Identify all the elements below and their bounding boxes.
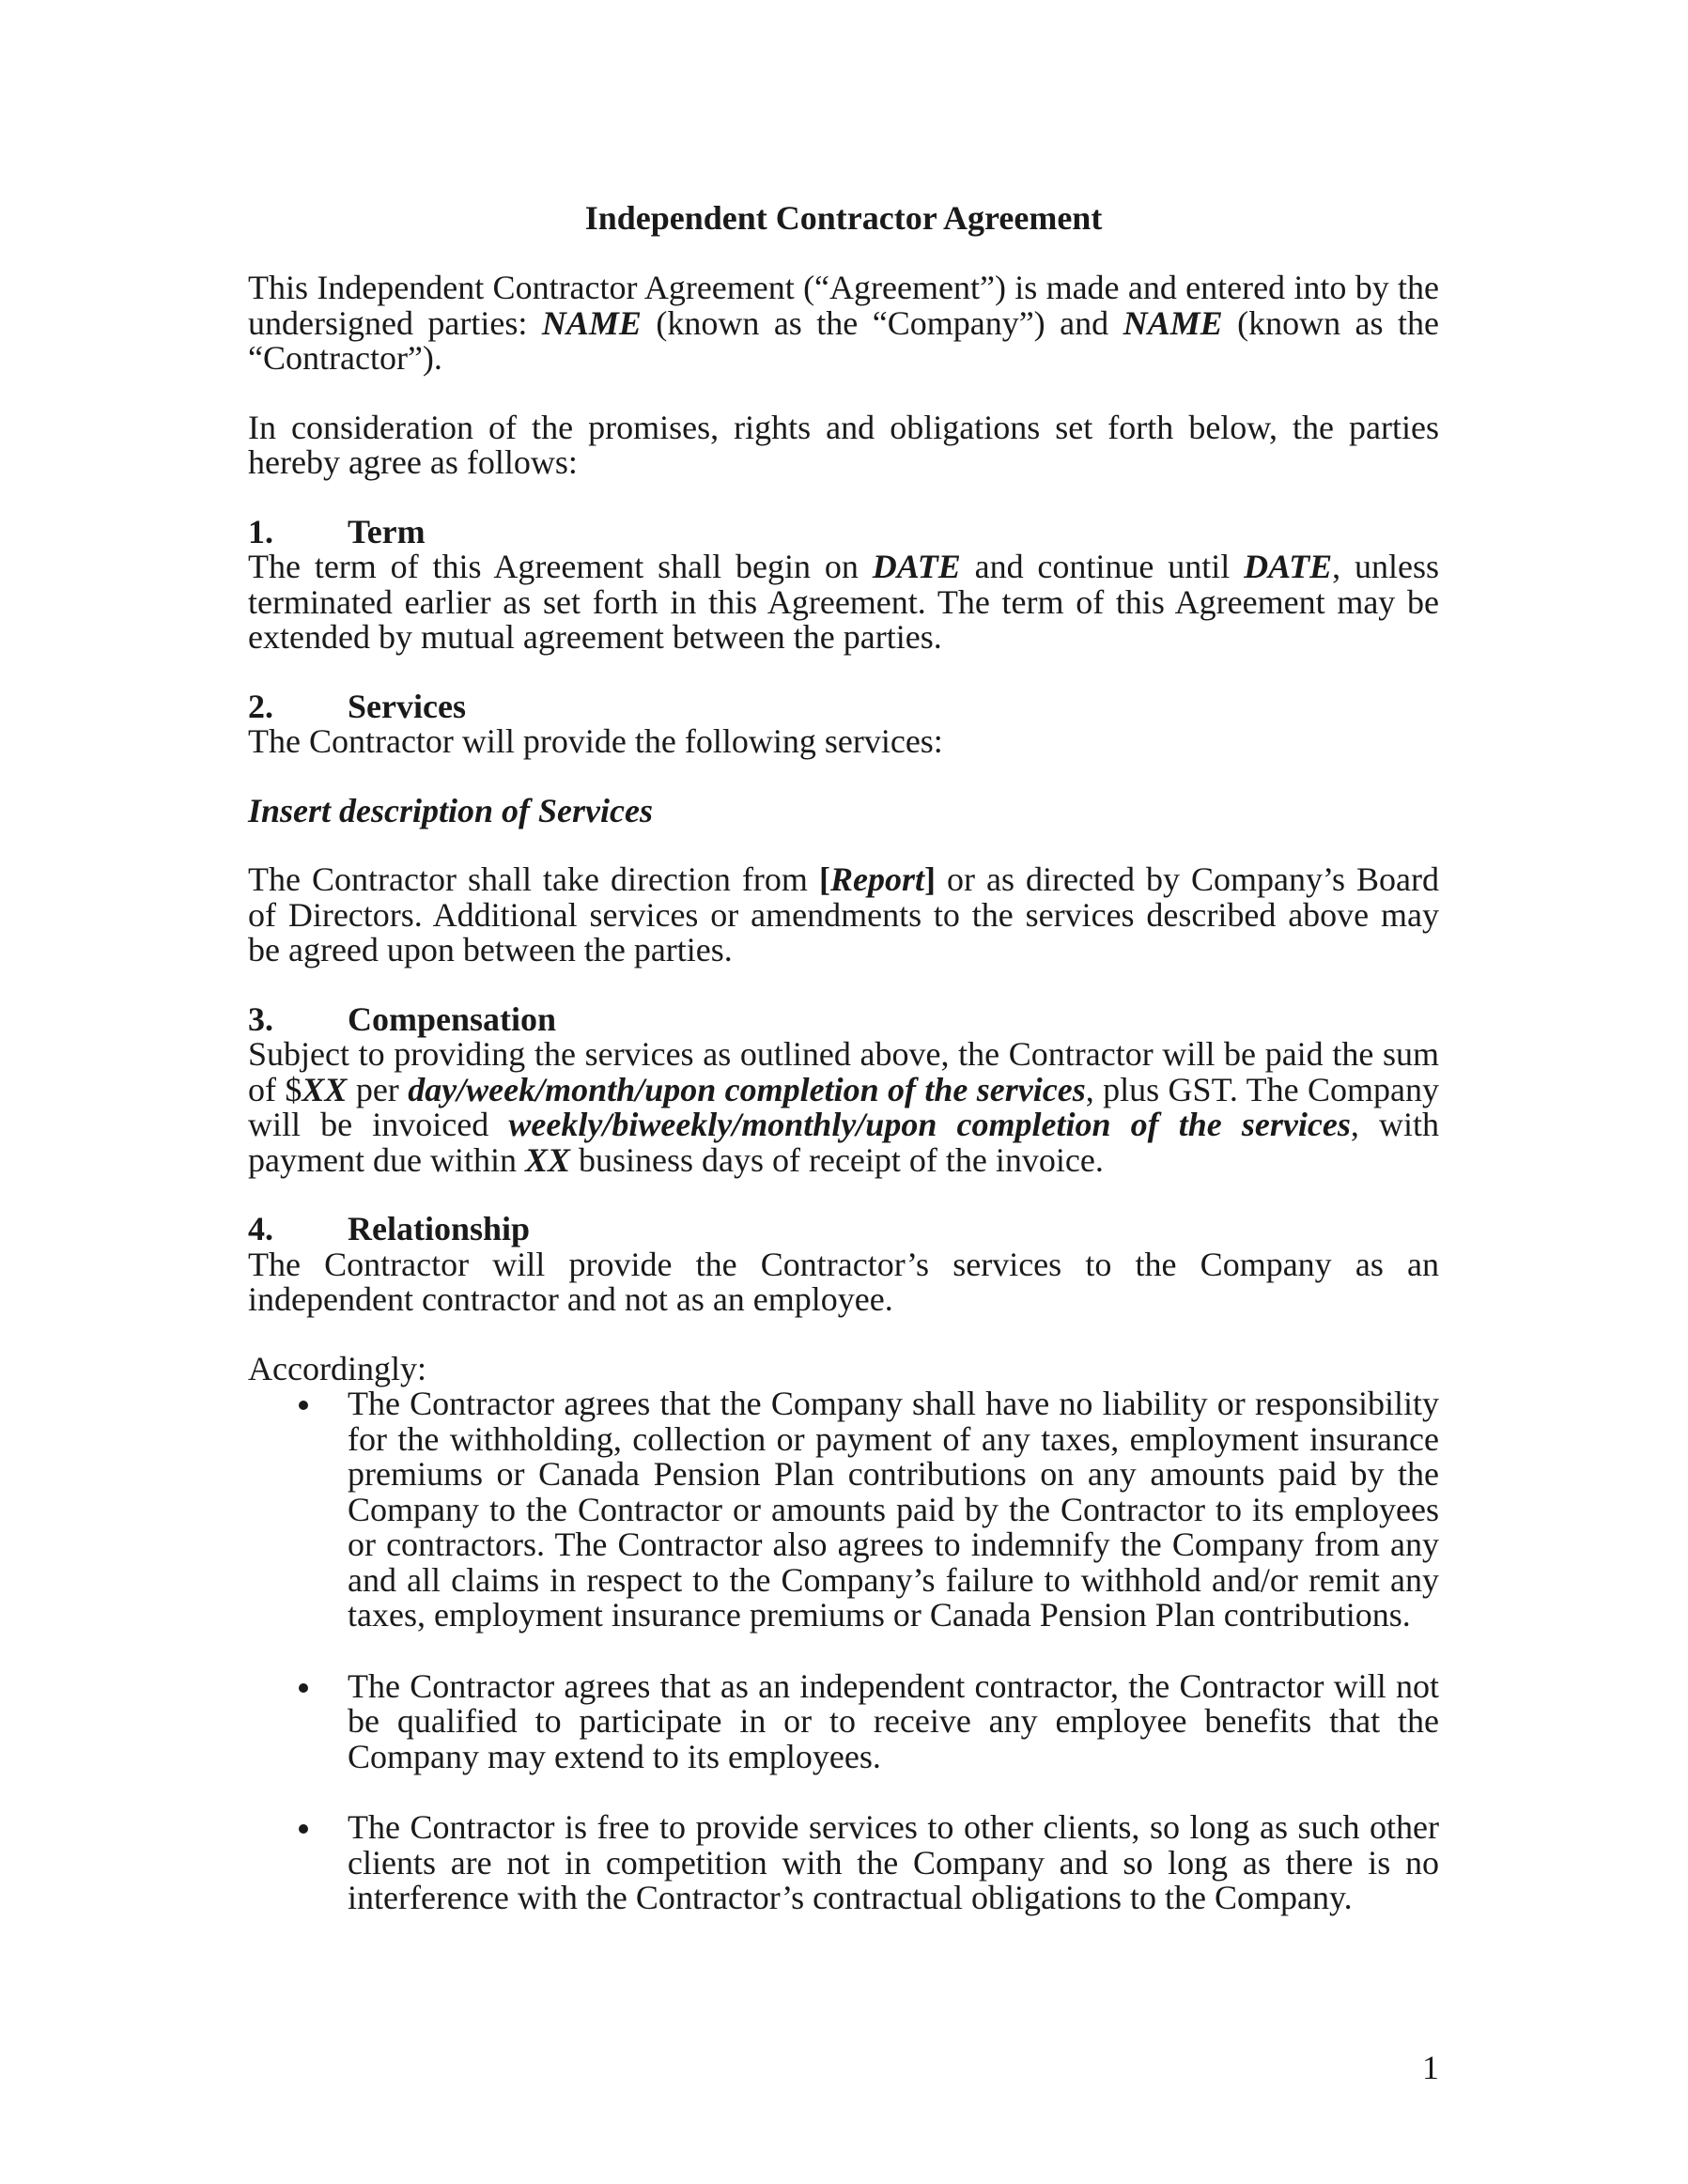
bracket: [: [818, 860, 830, 898]
list-item: [248, 1666, 1439, 1775]
relationship-bullet-list: [248, 1386, 1439, 1916]
compensation-text: business days of receipt of the invoice.: [569, 1140, 1104, 1179]
accordingly-label: Accordingly:: [248, 1349, 426, 1387]
term-text: and continue until: [960, 548, 1245, 585]
end-date-placeholder: DATE: [1244, 548, 1333, 585]
section-number: 1.: [248, 512, 273, 550]
intro-text: (known as the “Company”) and: [641, 303, 1123, 342]
intro-paragraph: [248, 271, 1439, 377]
list-item: [248, 1386, 1439, 1634]
services-intro: The Contractor will provide the following services:: [248, 722, 943, 760]
section-number: 3.: [248, 999, 273, 1038]
bullet-text: The Contractor agrees that as an independent contractor, the Contractor will not be qualified to participate in or to receive any employee benefits that the Company may extend to its employees.: [348, 1666, 1439, 1775]
section-heading-relationship: [248, 1212, 1439, 1247]
compensation-text: , plus GST. The Company will be invoiced: [248, 1070, 1439, 1143]
section-title: Compensation: [348, 999, 557, 1038]
section-heading-services: [248, 689, 1439, 725]
page-number: 1: [1422, 2049, 1439, 2086]
compensation-text: , with payment due within: [248, 1106, 1439, 1179]
section-title: Relationship: [348, 1210, 531, 1247]
section-title: Term: [348, 512, 426, 550]
rate-period-placeholder: day/week/month/upon completion of the services: [408, 1070, 1086, 1108]
compensation-text: Subject to providing the services as outlined above, the Contractor will be paid the sum of $: [248, 1035, 1439, 1108]
list-item: [248, 1810, 1439, 1916]
section-number: 4.: [248, 1210, 273, 1247]
contractor-name-placeholder: NAME: [1123, 303, 1223, 342]
relationship-paragraph: The Contractor will provide the Contractor’s services to the Company as an independent contractor and not as an employee.: [248, 1245, 1439, 1318]
amount-placeholder: XX: [302, 1070, 348, 1108]
bullet-icon: [299, 1683, 308, 1693]
term-text: The term of this Agreement shall begin on: [248, 548, 873, 585]
bullet-text: The Contractor is free to provide services to other clients, so long as such other clients are not in competition with the Company and so long as there is no interference with the Contractor’s contractual obligations to the Company.: [348, 1808, 1439, 1916]
section-heading-term: [248, 512, 1439, 550]
term-paragraph: [248, 550, 1439, 656]
compensation-text: per: [347, 1070, 409, 1108]
invoice-period-placeholder: weekly/biweekly/monthly/upon completion of the services: [508, 1106, 1351, 1143]
direction-text: The Contractor shall take direction from: [248, 860, 819, 898]
bullet-icon: [299, 1401, 308, 1410]
bracket: ]: [923, 860, 936, 898]
document-title: Independent Contractor Agreement: [584, 199, 1103, 237]
term-text: , unless terminated earlier as set forth in this Agreement. The term of this Agreement may be extended by mutual agreement between the parties.: [248, 548, 1439, 656]
start-date-placeholder: DATE: [872, 548, 961, 585]
intro-text: This Independent Contractor Agreement (“Agreement”) is made and entered into by the undersigned parties:: [248, 269, 1439, 342]
bullet-text: The Contractor agrees that the Company shall have no liability or responsibility for the withholding, collection or payment of any taxes, employment insurance premiums or Canada Pension Plan contributions on any amounts paid by the Company to the Contractor or amounts paid by the Contractor to its employees or contractors. The Contractor also agrees to indemnify the Company from any and all claims in respect to the Company’s failure to withhold and/or remit any taxes, employment insurance premiums or Canada Pension Plan contributions.: [348, 1385, 1439, 1634]
section-heading-compensation: [248, 999, 1439, 1038]
consideration-paragraph: In consideration of the promises, rights and obligations set forth below, the parties hereby agree as follows:: [248, 408, 1439, 481]
bullet-icon: [299, 1824, 308, 1834]
services-direction-paragraph: [248, 862, 1439, 968]
section-number: 2.: [248, 687, 273, 725]
days-placeholder: XX: [524, 1140, 570, 1179]
direction-text: or as directed by Company’s Board of Directors. Additional services or amendments to the services described above may be agreed upon between the parties.: [248, 860, 1439, 968]
document-page: [248, 199, 1439, 1952]
section-title: Services: [348, 687, 466, 725]
compensation-paragraph: [248, 1037, 1439, 1178]
company-name-placeholder: NAME: [541, 303, 642, 342]
intro-text: (known as the “Contractor”).: [248, 303, 1439, 377]
services-description-placeholder: Insert description of Services: [248, 791, 653, 829]
report-placeholder: Report: [829, 860, 924, 898]
